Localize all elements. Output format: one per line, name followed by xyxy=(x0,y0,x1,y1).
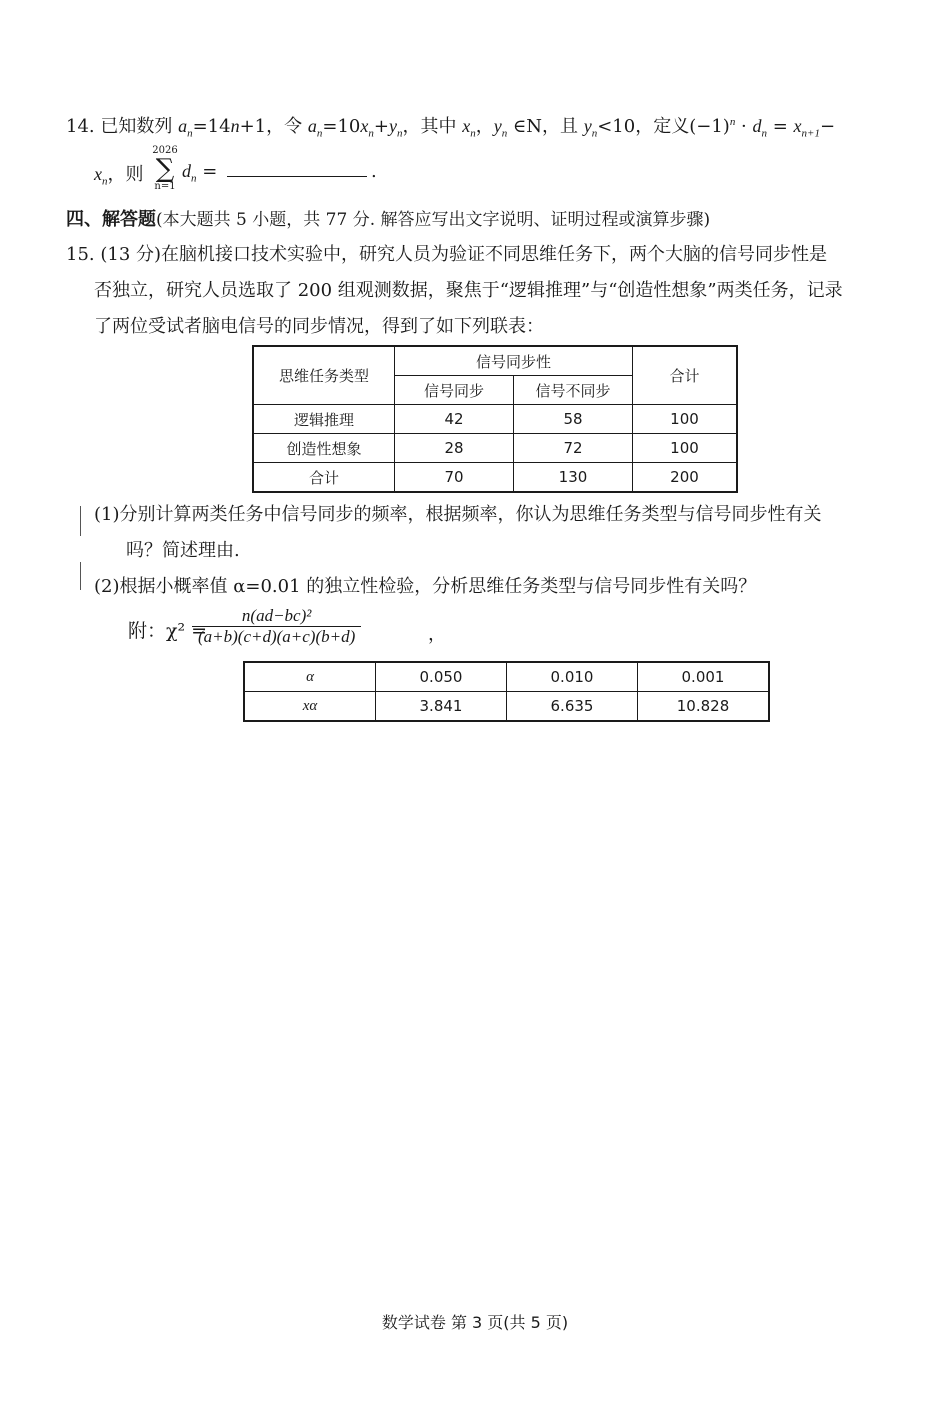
header-sync: 信号同步性 xyxy=(395,346,633,376)
alpha-value: 0.050 xyxy=(376,662,507,692)
x-value: 6.635 xyxy=(507,692,638,722)
formula-denominator: (a+b)(c+d)(a+c)(b+d) xyxy=(198,627,356,646)
subheader-sync: 信号同步 xyxy=(395,376,514,405)
row-label: 合计 xyxy=(253,463,395,493)
q14-text: ，定义(−1) xyxy=(635,116,730,137)
q14-answer: $d_n$ = . xyxy=(182,161,377,185)
section-title: 四、解答题 xyxy=(66,209,156,230)
header-total: 合计 xyxy=(633,346,738,405)
q14-text: − xyxy=(819,116,836,137)
x-value: 10.828 xyxy=(638,692,770,722)
q14-line1: 14. 已知数列 $a_n=14n+1$，令 $a_n=10x_n+y_n$，其中 $x_n$，$y_n$ ∈N，且 $y_n<10$，定义$(-1)^n \cdot d_n = x_{n+1}-$ xyxy=(66,116,836,140)
table-row xyxy=(244,692,769,722)
summation-symbol xyxy=(150,146,180,192)
sum-upper-limit: 2026 xyxy=(152,145,178,156)
q14-text: = xyxy=(196,161,224,182)
sum-lower-limit: n=1 xyxy=(154,181,176,192)
cell-nosync: 58 xyxy=(514,405,633,434)
section-header xyxy=(66,205,710,231)
header-type: 思维任务类型 xyxy=(253,346,395,405)
cell-nosync: 72 xyxy=(514,434,633,463)
cell-sync: 28 xyxy=(395,434,514,463)
q14-text: ∈N，且 xyxy=(507,116,584,137)
scan-mark xyxy=(80,562,81,590)
answer-blank xyxy=(227,160,367,177)
alpha-value: 0.010 xyxy=(507,662,638,692)
table-row xyxy=(253,463,737,493)
q15-part1-line1: (1)分别计算两类任务中信号同步的频率，根据频率，你认为思维任务类型与信号同步性有关 xyxy=(94,504,822,525)
q15-line1: 15. (13 分)在脑机接口技术实验中，研究人员为验证不同思维任务下，两个大脑的信号同步性是 xyxy=(66,244,828,265)
q15-line2: 否独立，研究人员选取了 200 组观测数据，聚焦于“逻辑推理”与“创造性想象”两类任务，记录 xyxy=(94,280,843,301)
q14-text: ，其中 xyxy=(402,116,463,137)
x-value: 3.841 xyxy=(376,692,507,722)
row-label: 逻辑推理 xyxy=(253,405,395,434)
q14-text: = xyxy=(766,116,794,137)
sum-sign: ∑ xyxy=(155,154,175,184)
q15-line3: 了两位受试者脑电信号的同步情况，得到了如下列联表： xyxy=(94,316,544,337)
q14-text: 14. 已知数列 xyxy=(66,116,179,137)
q14-line2: $x_n$，则 xyxy=(94,164,144,188)
q15-part1-line2: 吗？简述理由. xyxy=(126,540,240,561)
chi-square-formula xyxy=(192,606,361,647)
table-row xyxy=(253,434,737,463)
subheader-nosync: 信号不同步 xyxy=(514,376,633,405)
cell-total: 100 xyxy=(633,434,738,463)
appendix-label: 附：χ² = xyxy=(128,620,208,642)
alpha-value: 0.001 xyxy=(638,662,770,692)
section-desc: (本大题共 5 小题，共 77 分. 解答应写出文字说明、证明过程或演算步骤) xyxy=(156,210,711,230)
table-row xyxy=(244,662,769,692)
critical-value-table xyxy=(243,661,770,722)
table-row xyxy=(253,405,737,434)
q15-part2-line1: (2)根据小概率值 α=0.01 的独立性检验，分析思维任务类型与信号同步性有关吗？ xyxy=(94,576,757,597)
contingency-table xyxy=(252,345,738,493)
cell-nosync: 130 xyxy=(514,463,633,493)
cell-sync: 70 xyxy=(395,463,514,493)
formula-numerator: n(ad−bc)² xyxy=(192,606,361,627)
q14-text: ，则 xyxy=(107,164,144,185)
cell-total: 200 xyxy=(633,463,738,493)
q14-text: ，令 xyxy=(266,116,308,137)
alpha-label: α xyxy=(244,662,376,692)
q14-period: . xyxy=(371,161,377,182)
formula-tail: ， xyxy=(428,624,446,645)
page-footer: 数学试卷 第 3 页(共 5 页) xyxy=(381,1313,569,1332)
cell-total: 100 xyxy=(633,405,738,434)
q14-an: $a_n$ xyxy=(178,116,193,140)
x-alpha-label: xα xyxy=(244,692,376,722)
scan-mark xyxy=(80,506,81,536)
cell-sync: 42 xyxy=(395,405,514,434)
q14-text: · xyxy=(735,116,753,137)
row-label: 创造性想象 xyxy=(253,434,395,463)
